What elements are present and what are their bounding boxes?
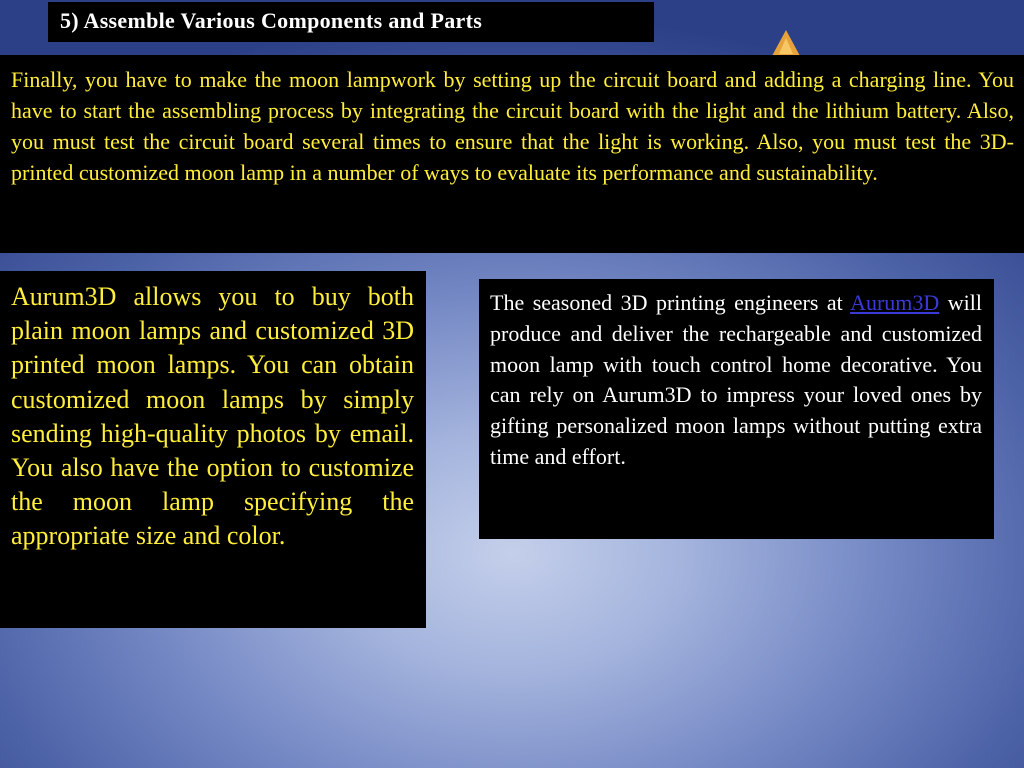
top-paragraph: Finally, you have to make the moon lampwork by setting up the circuit board and adding a charging line. You have to start the assembling process by integrating the circuit board with the light and the lithium battery. Also, you must test the circuit board several times to ensure that the light is working. Also, you must test the 3D-printed customized moon lamp in a number of ways to evaluate its performance and sustainability. xyxy=(11,67,1014,185)
slide-title-box xyxy=(48,2,654,42)
aurum3d-link[interactable]: Aurum3D xyxy=(850,290,940,315)
right-paragraph-start: The seasoned 3D printing engineers at xyxy=(490,290,851,315)
right-paragraph-end: will produce and deliver the rechargeable and customized moon lamp with touch control home decorative. You can rely on Aurum3D to impress your loved ones by gifting personalized moon lamps without putting extra time and effort. xyxy=(490,290,982,469)
right-paragraph-box xyxy=(479,279,994,539)
decorative-triangle-highlight-icon xyxy=(779,38,793,54)
left-paragraph: Aurum3D allows you to buy both plain moon lamps and customized 3D printed moon lamps. You can obtain customized moon lamps by simply sending high-quality photos by email. You also have the option to customize the moon lamp specifying the appropriate size and color. xyxy=(11,282,414,551)
top-paragraph-box xyxy=(0,55,1024,253)
left-paragraph-box xyxy=(0,271,426,628)
slide-title: 5) Assemble Various Components and Parts xyxy=(60,8,483,33)
